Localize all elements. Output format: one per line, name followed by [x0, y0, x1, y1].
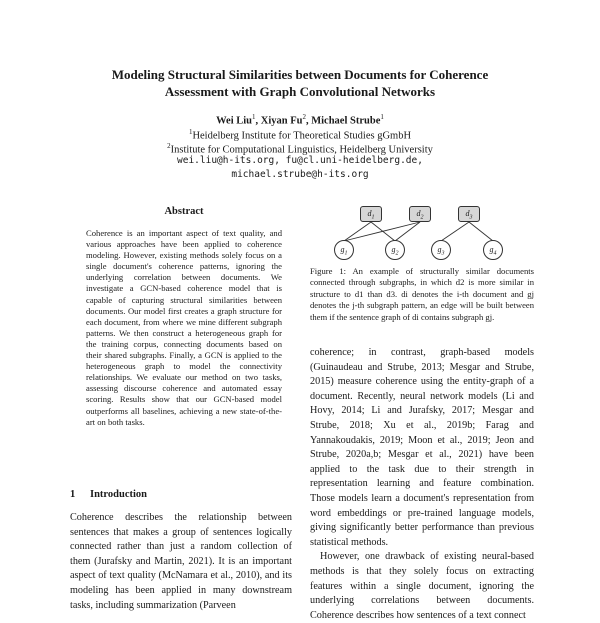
- edge-d2-g1: [344, 222, 420, 241]
- subgraph-node-g2: $g_2$: [385, 240, 405, 260]
- edge-d3-g4: [469, 222, 493, 241]
- author-name: Xiyan Fu: [260, 115, 303, 127]
- section-number: 1: [70, 489, 76, 500]
- introduction-text: Coherence describes the relationship between sentences that makes a group of sentences logically connected rather than just a random collection of them (Jurafsky and Martin, 2021). It is an important aspect of text quality (McNamara et al., 2010), and its modeling has been applied in many downstream tasks, including summarization (Parveen: [70, 512, 292, 611]
- affil-mark: 2: [167, 142, 171, 150]
- abstract-text: Coherence is an important aspect of text quality, and various approaches have been applied to coherence modeling. However, existing methods solely focus on a single document's coherence patterns, ignoring the underlying correlation between documents. We investigate a GCN-based coherence model that is capable of capturing structural similarities between documents. Our model first creates a graph structure for each document, from where we mine different subgraph patterns. We then construct a heterogeneous graph for the training corpus, connecting documents based on their shared subgraphs. Finally, a GCN is applied to the heterogeneous graph to model the connectivity relationships. We evaluate our method on two tasks, assessing discourse coherence and automated essay scoring. Results show that our GCN-based model outperforms all baselines, achieving a new state-of-the-art on both tasks.: [86, 228, 282, 427]
- section-title: Introduction: [90, 489, 147, 500]
- paper-title: [60, 66, 540, 100]
- author-name: Michael Strube: [311, 115, 381, 127]
- doc-node-d1: $d_1$: [360, 206, 382, 222]
- author-affil-mark: 2: [302, 113, 306, 121]
- section-heading-introduction: [70, 489, 290, 500]
- right-column-body: [310, 346, 534, 623]
- title-line-2: Assessment with Graph Convolutional Networks: [164, 84, 436, 99]
- doc-node-d2: $d_2$: [409, 206, 431, 222]
- author-list: Wei Liu$^1$, Xiyan Fu$^2$, Michael Strube$^1$: [216, 113, 384, 127]
- affil-mark: 1: [188, 128, 193, 136]
- paragraph: However, one drawback of existing neural-based methods is that they solely focus on extracting features within a single document, ignoring the underlying correlations between documents. Coherence describes how sentences of a text connect: [310, 551, 534, 621]
- author-name: Wei Liu: [216, 115, 253, 127]
- affil-text: Institute for Computational Linguistics, Heidelberg University: [170, 144, 433, 156]
- subgraph-node-g4: $g_4$: [483, 240, 503, 260]
- subgraph-node-g3: $g_3$: [431, 240, 451, 260]
- figure-1-caption: [310, 266, 534, 323]
- affil-text: Heidelberg Institute for Theoretical Studies gGmbH: [192, 130, 412, 142]
- email-line-2: michael.strube@h-its.org: [231, 169, 369, 180]
- introduction-body: [70, 511, 292, 613]
- caption-text: Figure 1: An example of structurally similar documents connected through subgraphs, in which d2 is more similar in structure to d1 than d3. di denotes the i-th document and gj denotes the j-th subgraph pattern, an edge will be built between them if the sentence graph of di contains subgraph gj.: [310, 266, 534, 322]
- edge-d3-g3: [441, 222, 469, 241]
- figure-1-graph: [310, 200, 534, 264]
- email-line-1: wei.liu@h-its.org, fu@cl.uni-heidelberg.de,: [177, 155, 423, 166]
- edge-d1-g1: [344, 222, 371, 241]
- title-line-1: Modeling Structural Similarities between Documents for Coherence: [111, 67, 489, 82]
- paragraph: coherence; in contrast, graph-based models (Guinaudeau and Strube, 2013; Mesgar and Strube, 2015) measure coherence using the entity-graph of a document. Recently, neural network models (Li and Hovy, 2014; Li and Jurafsky, 2017; Mesgar and Strube, 2018; Xu et al., 2019b; Farag and Yannakoudakis, 2019; Moon et al., 2019; Jeon and Strube, 2020a,b; Mesgar et al., 2021) have been applied to the task due to their strength in representation learning and feature combination. Those models learn a document's representation from word embeddings or pre-trained language models, giving significantly better performance than previous statistical methods.: [310, 347, 534, 548]
- doc-node-d3: $d_3$: [458, 206, 480, 222]
- author-affil-mark: 1: [380, 113, 384, 121]
- abstract-heading: Abstract: [164, 206, 204, 217]
- author-affil-mark: 1: [252, 113, 256, 121]
- abstract-body: [86, 228, 282, 428]
- subgraph-node-g1: $g_1$: [334, 240, 354, 260]
